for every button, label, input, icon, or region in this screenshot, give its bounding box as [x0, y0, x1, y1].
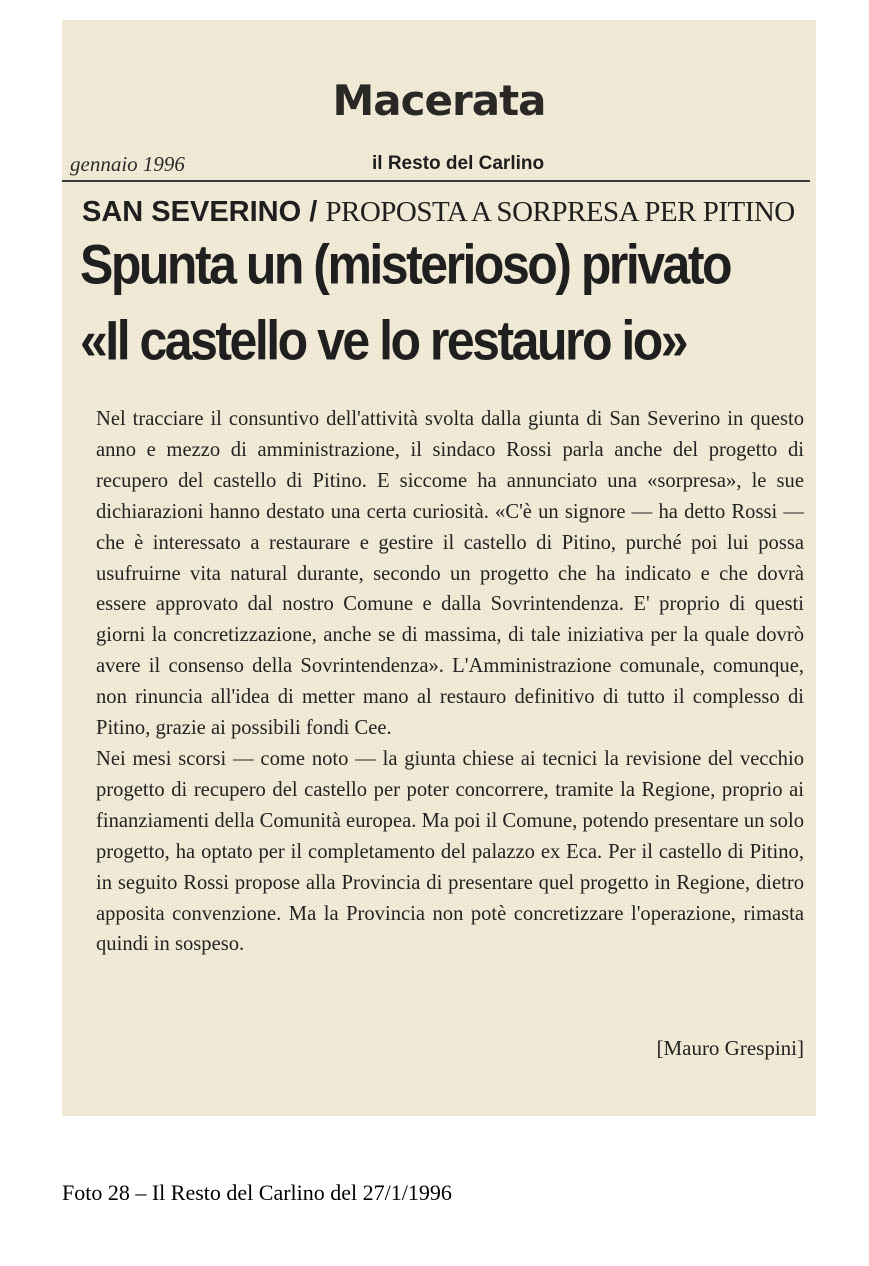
- kicker-place: SAN SEVERINO: [82, 196, 302, 228]
- newspaper-clipping: [62, 20, 816, 1116]
- kicker-separator: /: [301, 196, 326, 228]
- photo-caption: Foto 28 – Il Resto del Carlino del 27/1/1996: [62, 1180, 452, 1205]
- article-paragraph-2: Nei mesi scorsi — come noto — la giunta chiese ai tecnici la revisione del vecchio progetto di recupero del castello per poter concorrere, tramite la Regione, proprio ai finanziamenti della Comunità europea. Ma poi il Comune, potendo presentare un solo progetto, ha optato per il completamento del palazzo ex Eca. Per il castello di Pitino, in seguito Rossi propose alla Provincia di presentare quel progetto in Regione, dietro apposita convenzione. Ma la Provincia non potè concretizzare l'operazione, rimasta quindi in sospeso.: [96, 747, 804, 956]
- newspaper-name: il Resto del Carlino: [372, 153, 545, 174]
- article-body: [96, 404, 804, 960]
- article-paragraph-1: Nel tracciare il consuntivo dell'attività svolta dalla giunta di San Severino in questo anno e mezzo di amministrazione, il sindaco Rossi parla anche del progetto di recupero del castello di Pitino. E siccome ha annunciato una «sorpresa», le sue dichiarazioni hanno destato una certa curiosità. «C'è un signore — ha detto Rossi — che è interessato a restaurare e gestire il castello di Pitino, purché poi lui possa usufruirne vita natural durante, secondo un progetto che ha indicato e che dovrà essere approvato dal nostro Comune e dalla Sovrintendenza. E' proprio di questi giorni la concretizzazione, anche se di massima, di tale iniziativa per la quale dovrò avere il consenso della Sovrintendenza». L'Amministrazione comunale, comunque, non rinuncia all'idea di metter mano al restauro definitivo di tutto il complesso di Pitino, grazie ai possibili fondi Cee.: [96, 408, 804, 740]
- publication-date: gennaio 1996: [70, 152, 185, 176]
- section-title: Macerata: [332, 76, 546, 125]
- headline-line-2: «Il castello ve lo restauro io»: [80, 309, 687, 372]
- headline-line-1: Spunta un (misterioso) privato: [80, 233, 731, 296]
- kicker: [82, 196, 795, 229]
- kicker-text: PROPOSTA A SORPRESA PER PITINO: [325, 196, 795, 228]
- author-signature: [Mauro Grespini]: [656, 1036, 804, 1060]
- header-rule: [62, 180, 810, 182]
